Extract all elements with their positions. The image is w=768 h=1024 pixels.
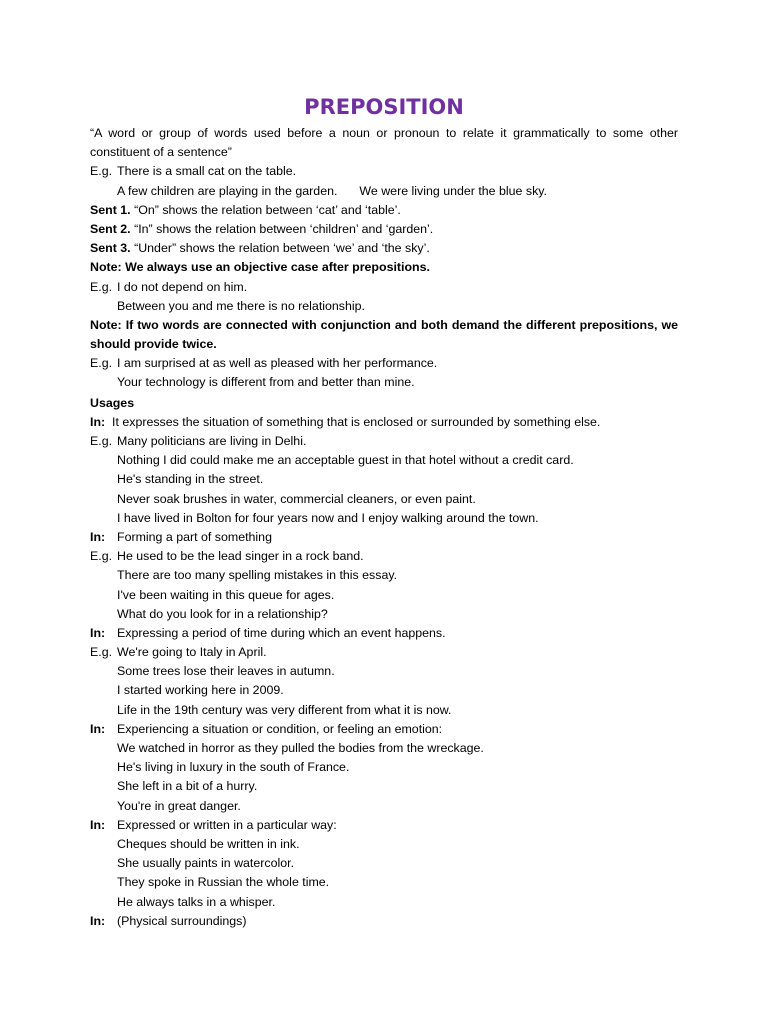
example-text: I started working here in 2009. [117,683,284,698]
usage-definition: Forming a part of something [117,529,272,544]
example-row [90,643,678,662]
usage-definition: (Physical surroundings) [117,913,247,928]
usage-row [90,720,678,739]
usage-label: In: [90,414,106,429]
example-text: We watched in horror as they pulled the bodies from the wreckage. [117,741,484,755]
example-text: Never soak brushes in water, commercial cleaners, or even paint. [117,491,476,506]
page-title: PREPOSITION [304,95,464,119]
example-text: I am surprised at as well as pleased with her performance. [117,356,438,371]
example-text: Life in the 19th century was very different from what it is now. [117,702,452,717]
example-text: Nothing I did could make me an acceptable guest in that hotel without a credit card. [117,453,574,468]
sentence-label: Sent 1. [90,202,131,217]
usage-label: In: [90,817,106,832]
example-text: She usually paints in watercolor. [117,856,295,871]
example-label: E.g. [90,279,113,294]
example-label: E.g. [90,645,113,660]
usage-row [90,413,678,432]
usage-row [90,528,678,547]
example-text: I have lived in Bolton for four years now and I enjoy walking around the town. [117,510,539,525]
example-text: Between you and me there is no relationship. [117,298,365,313]
example-text: He's standing in the street. [117,472,264,487]
example-text: She left in a bit of a hurry. [117,779,258,794]
example-row [90,432,678,451]
usage-label: In: [90,721,106,736]
usage-definition: Expressed or written in a particular way: [117,817,337,832]
sentence-label: Sent 3. [90,241,131,256]
example-text: We're going to Italy in April. [117,645,267,660]
sentence-row [90,239,678,258]
usage-label: In: [90,529,106,544]
example-text: Many politicians are living in Delhi. [117,434,307,448]
note-line: should provide twice. [90,337,217,352]
example-text: There are too many spelling mistakes in this essay. [117,568,398,583]
example-row [90,354,678,373]
example-text: Your technology is different from and better than mine. [117,375,415,390]
usage-definition: Expressing a period of time during which an event happens. [117,625,446,640]
document-page [90,92,678,931]
example-text: They spoke in Russian the whole time. [117,875,330,890]
example-text: He used to be the lead singer in a rock band. [117,549,364,564]
example-text: Some trees lose their leaves in autumn. [117,664,335,679]
definition-line: constituent of a sentence” [90,145,232,160]
note-line: Note: We always use an objective case after prepositions. [90,260,430,275]
example-text: I do not depend on him. [117,279,248,294]
example-label: E.g. [90,356,113,371]
usage-label: In: [90,913,106,928]
definition-line: “A word or group of words used before a noun or pronoun to relate it grammatically to some other [90,126,678,140]
usage-definition: Experiencing a situation or condition, or feeling an emotion: [117,721,443,736]
example-text: What do you look for in a relationship? [117,606,328,621]
sentence-text: “In” shows the relation between ‘children’ and ‘garden’. [134,221,434,236]
example-text: We were living under the blue sky. [359,183,547,198]
example-label: E.g. [90,549,113,564]
sentence-text: “On” shows the relation between ‘cat’ and ‘table’. [134,202,401,217]
example-label: E.g. [90,434,113,448]
sentence-row [90,220,678,239]
example-row [90,278,678,297]
example-row [90,182,678,201]
usage-row [90,912,678,931]
usage-label: In: [90,625,106,640]
usage-row [90,816,678,835]
usages-heading: Usages [90,395,135,410]
sentence-label: Sent 2. [90,221,131,236]
example-text: He always talks in a whisper. [117,894,276,909]
sentence-row [90,201,678,220]
example-text: I've been waiting in this queue for ages. [117,587,335,602]
example-text: A few children are playing in the garden. [117,183,338,198]
example-text: You're in great danger. [117,798,241,813]
example-row [90,547,678,566]
example-row [90,162,678,181]
example-text: He's living in luxury in the south of France. [117,760,350,775]
example-text: There is a small cat on the table. [117,164,297,179]
example-text: Cheques should be written in ink. [117,836,300,851]
note-line: Note: If two words are connected with conjunction and both demand the different prepositions, we [90,317,678,332]
usage-definition: It expresses the situation of something that is enclosed or surrounded by something else. [112,414,601,429]
usage-row [90,624,678,643]
example-label: E.g. [90,164,113,179]
sentence-text: “Under” shows the relation between ‘we’ and ‘the sky’. [134,241,430,256]
